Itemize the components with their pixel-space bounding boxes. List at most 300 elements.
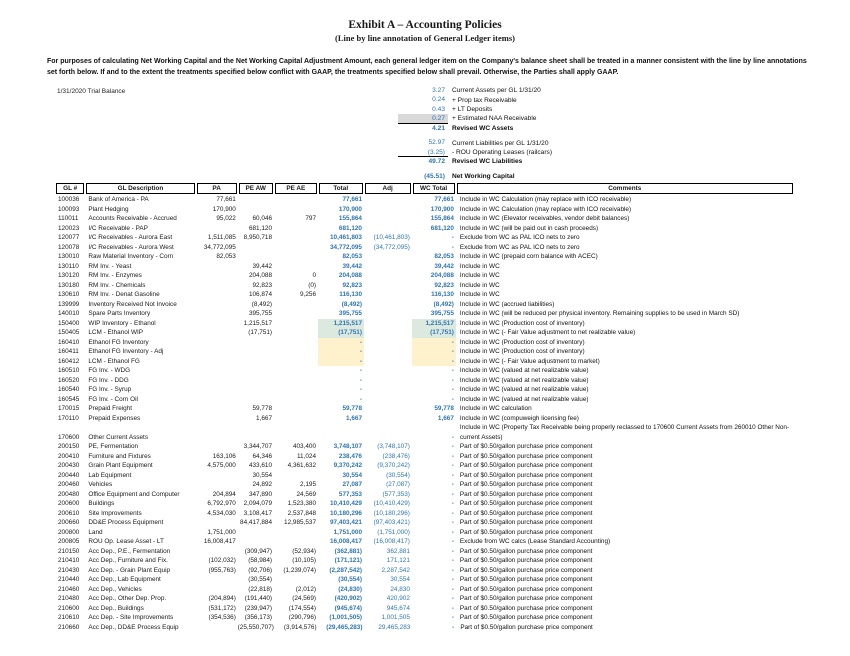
cell-wc: -: [451, 452, 454, 460]
table-row: [56, 338, 795, 348]
cell-pa: 34,772,095: [203, 243, 236, 251]
cell-pa: [196, 433, 238, 443]
table-row: [56, 319, 795, 329]
table-row: [56, 357, 795, 367]
column-header-comment: Comments: [457, 183, 793, 194]
cell-desc: Land: [88, 528, 103, 536]
cell-desc: PE, Fermentation: [88, 443, 139, 450]
cell-wc: -: [451, 386, 454, 393]
cell-adj: 171,121: [386, 557, 410, 564]
cell-desc: Lab Equipment: [88, 471, 132, 479]
column-header-total: Total: [319, 183, 363, 194]
table-row: [56, 461, 795, 471]
cell-adj: (577,353): [382, 490, 410, 498]
cell-peaw: (30,554): [248, 576, 273, 583]
cell-gl: 160411: [58, 348, 79, 355]
cell-comment: Include in WC Calculation (may replace with ICO receivable): [459, 205, 632, 213]
table-row: [56, 594, 795, 604]
cell-pa: [196, 414, 238, 424]
cell-desc: WIP Inventory - Ethanol: [88, 319, 156, 327]
table-row: [56, 547, 795, 557]
cell-total: -: [318, 338, 364, 348]
cell-pa: 4,534,030: [207, 509, 236, 517]
cell-wc: -: [412, 338, 456, 348]
column-header-gl: GL #: [56, 183, 84, 194]
cell-desc: RM Inv. - Chemicals: [88, 281, 146, 289]
cell-gl: 160510: [58, 367, 80, 374]
table-row: [56, 566, 795, 576]
cell-desc: RM Inv. - Enzymes: [88, 272, 142, 279]
cell-wc: 170,900: [430, 205, 454, 213]
cell-adj: [364, 366, 412, 376]
cell-peae: [274, 309, 318, 319]
cell-peaw: (191,440): [244, 595, 273, 602]
cell-total: 30,554: [342, 471, 362, 479]
cell-pa: [196, 262, 238, 272]
cell-total: -: [318, 357, 364, 367]
cell-peae: 9,256: [300, 291, 317, 298]
cell-total: (29,465,283): [326, 623, 363, 631]
cell-total: 116,130: [339, 291, 362, 298]
cell-total: 9,370,242: [333, 462, 362, 469]
cell-gl: 130120: [58, 272, 80, 279]
cell-adj: [364, 224, 412, 234]
column-header-desc: GL Description: [86, 183, 194, 194]
page-title: Exhibit A – Accounting Policies: [348, 19, 502, 31]
table-row: [56, 281, 795, 291]
cell-desc: FG Inv. - Corn Oil: [88, 395, 138, 403]
column-header-pa: PA: [197, 183, 237, 194]
cell-wc: 204,088: [430, 272, 454, 279]
summary-value: 0.24: [432, 96, 445, 104]
cell-gl: 210600: [58, 604, 80, 612]
summary-value: 0.27: [398, 114, 448, 123]
cell-comment: Include in WC: [459, 272, 500, 279]
cell-total: 1,751,000: [333, 528, 362, 536]
table-row: [56, 423, 795, 433]
cell-total: 82,053: [342, 253, 362, 260]
cell-peaw: [238, 366, 274, 376]
cell-peae: [274, 376, 318, 386]
cell-desc: Vehicles: [88, 481, 113, 488]
cell-peaw: (309,947): [244, 547, 273, 555]
cell-pa: 77,661: [216, 196, 236, 203]
cell-adj: [364, 319, 412, 329]
cell-peae: (3,914,576): [283, 623, 317, 631]
cell-peae: (1,239,074): [283, 566, 317, 574]
cell-pa: [196, 281, 238, 291]
cell-comment: Part of $0.50/gallon purchase price component: [459, 614, 593, 621]
table-row: [56, 452, 795, 462]
table-row: [56, 414, 795, 424]
cell-pa: [196, 290, 238, 300]
summary-row: [398, 157, 552, 166]
cell-gl: 110011: [58, 215, 79, 222]
cell-desc: Spare Parts Inventory: [88, 310, 151, 317]
cell-adj: (9,370,242): [377, 462, 410, 469]
cell-wc: 59,778: [434, 405, 454, 412]
cell-peae: (2,012): [295, 585, 317, 593]
cell-wc: 155,864: [430, 215, 454, 222]
cell-peaw: 60,046: [252, 215, 273, 222]
cell-peaw: 30,554: [252, 471, 273, 479]
cell-peae: (10,105): [292, 557, 317, 564]
cell-wc: -: [451, 604, 454, 612]
column-header-peaw: PE AW: [239, 183, 273, 194]
cell-comment: Part of $0.50/gallon purchase price component: [459, 509, 593, 517]
cell-comment: Exclude from WC as PAL ICO nets to zero: [459, 243, 580, 251]
cell-wc: 92,823: [434, 281, 454, 289]
cell-total: -: [359, 395, 362, 403]
cell-total: [318, 423, 364, 433]
cell-peaw: 204,088: [248, 272, 273, 279]
cell-comment: Part of $0.50/gallon purchase price component: [459, 557, 593, 564]
cell-pa: [196, 575, 238, 585]
cell-pa: [196, 309, 238, 319]
cell-wc: -: [451, 566, 454, 574]
cell-wc: -: [451, 481, 454, 488]
table-row: [56, 347, 795, 357]
cell-desc: Acc Dep., Furniture and Fix.: [88, 557, 168, 564]
cell-peaw: [238, 195, 274, 205]
cell-comment: Part of $0.50/gallon purchase price component: [459, 528, 593, 536]
cell-comment: Exclude from WC as PAL ICO nets to zero: [459, 234, 580, 241]
cell-pa: 82,053: [216, 253, 236, 260]
cell-peaw: 64,346: [252, 452, 273, 460]
cell-gl: 210460: [58, 585, 80, 593]
cell-pa: [196, 623, 238, 633]
cell-comment: Part of $0.50/gallon purchase price component: [459, 547, 593, 555]
summary-value: 0.43: [432, 105, 445, 113]
cell-adj: [364, 376, 412, 386]
cell-comment: Part of $0.50/gallon purchase price component: [459, 576, 593, 583]
summary-label: + Prop tax Receivable: [452, 96, 517, 104]
cell-peaw: [238, 395, 274, 405]
table-row: [56, 300, 795, 310]
cell-total: 3,748,107: [333, 443, 362, 450]
cell-pa: [196, 357, 238, 367]
cell-wc: 395,755: [430, 310, 454, 317]
cell-wc: 39,442: [434, 262, 454, 270]
summary-label: Current Assets per GL 1/31/20: [452, 87, 541, 95]
table-row: [56, 623, 795, 633]
cell-peae: (290,796): [288, 614, 317, 621]
cell-total: 10,461,803: [330, 234, 362, 241]
cell-pa: (354,536): [208, 614, 236, 621]
cell-total: 92,823: [342, 281, 362, 289]
cell-pa: [196, 471, 238, 481]
cell-gl: 200805: [58, 538, 80, 545]
table-row: [56, 537, 795, 547]
table-row: [56, 575, 795, 585]
cell-comment: Include in WC (will be reduced per physical inventory. Remaining supplies to be used in March SD): [459, 310, 740, 317]
cell-adj: [364, 262, 412, 272]
cell-peaw: [238, 243, 274, 253]
cell-gl: 100036: [58, 196, 80, 203]
cell-comment: Include in WC calculation: [459, 405, 532, 412]
cell-desc: I/C Receivables - Aurora West: [88, 243, 174, 251]
cell-pa: 204,894: [212, 490, 236, 498]
cell-adj: [364, 252, 412, 262]
cell-peaw: (92,706): [248, 566, 273, 574]
cell-total: 204,088: [338, 272, 362, 279]
cell-pa: [196, 224, 238, 234]
cell-peaw: [238, 376, 274, 386]
cell-pa: [196, 300, 238, 310]
cell-adj: 29,465,283: [378, 623, 411, 631]
summary-row: [398, 172, 552, 181]
cell-gl: 139999: [58, 300, 80, 308]
cell-total: 27,087: [342, 481, 362, 488]
summary-label: Revised WC Assets: [452, 124, 514, 132]
summary-label: - ROU Operating Leases (railcars): [452, 149, 553, 157]
wc-summary-block: [398, 86, 552, 182]
cell-comment: Part of $0.50/gallon purchase price component: [459, 481, 593, 488]
cell-gl: [56, 423, 85, 433]
cell-adj: [364, 214, 412, 224]
cell-total: 577,353: [338, 490, 362, 498]
cell-peae: 2,195: [300, 481, 317, 488]
table-row: [56, 442, 795, 452]
cell-comment: Include in WC (compuweigh licensing fee): [459, 414, 579, 422]
cell-comment: Part of $0.50/gallon purchase price component: [459, 443, 593, 450]
cell-desc: Plant Hedging: [88, 205, 129, 213]
cell-total: (362,881): [334, 547, 362, 555]
cell-total: -: [359, 376, 362, 384]
cell-wc: -: [412, 357, 456, 367]
cell-gl: 150400: [58, 319, 80, 327]
cell-adj: [364, 385, 412, 395]
table-row: [56, 490, 795, 500]
cell-pa: [196, 271, 238, 281]
cell-gl: 130180: [58, 281, 80, 289]
cell-wc: [412, 423, 456, 433]
table-row: [56, 224, 795, 234]
summary-row: [398, 148, 552, 157]
cell-comment: Include in WC: [459, 291, 500, 298]
cell-desc: Office Equipment and Computer: [88, 490, 180, 498]
cell-peaw: (25,550,707): [237, 623, 274, 631]
cell-pa: (955,763): [208, 566, 236, 574]
summary-value: 4.21: [432, 124, 445, 132]
cell-pa: [196, 585, 238, 595]
cell-peae: [274, 300, 318, 310]
cell-peaw: 1,667: [256, 414, 273, 422]
cell-adj: (16,008,417): [373, 538, 410, 545]
cell-total: 34,772,095: [330, 243, 362, 251]
cell-adj: [364, 404, 412, 414]
cell-desc: Acc Dep., Vehicles: [88, 585, 142, 593]
cell-gl: 210610: [58, 614, 80, 621]
cell-peaw: 3,108,417: [243, 509, 273, 517]
cell-wc: -: [451, 443, 454, 450]
table-row: [56, 290, 795, 300]
cell-comment: Part of $0.50/gallon purchase price component: [459, 471, 593, 479]
table-row: [56, 509, 795, 519]
cell-desc: Buildings: [88, 500, 115, 507]
cell-peae: [274, 347, 318, 357]
cell-peae: [274, 205, 318, 215]
cell-desc: Prepaid Freight: [88, 405, 133, 412]
cell-pa: (531,172): [208, 604, 236, 612]
cell-gl: 160540: [58, 386, 80, 393]
cell-pa: 6,792,970: [207, 500, 236, 507]
cell-desc: Other Current Assets: [88, 433, 149, 441]
cell-comment: Include in WC (Production cost of inventory): [459, 348, 585, 355]
cell-desc: LCM - Ethanol FG: [88, 357, 140, 365]
cell-gl: 160520: [58, 376, 80, 384]
cell-gl: 160410: [58, 338, 80, 346]
cell-gl: 200800: [58, 528, 80, 536]
cell-wc: 681,120: [430, 224, 454, 232]
cell-pa: [196, 547, 238, 557]
summary-row: [398, 124, 552, 133]
cell-peaw: [238, 528, 274, 538]
cell-wc: -: [451, 376, 454, 384]
cell-peaw: [238, 537, 274, 547]
table-row: [56, 195, 795, 205]
cell-total: (17,751): [318, 328, 364, 338]
cell-comment: Include in WC: [459, 262, 500, 270]
column-header-peae: PE AE: [275, 183, 317, 194]
cell-comment: Part of $0.50/gallon purchase price component: [459, 604, 593, 612]
cell-gl: 210660: [58, 623, 80, 631]
cell-desc: RM Inv. - Denat Gasoline: [88, 291, 160, 298]
cell-peae: 403,400: [292, 443, 317, 450]
cell-wc: -: [451, 519, 454, 526]
cell-peae: [274, 404, 318, 414]
cell-adj: [364, 414, 412, 424]
cell-wc: 1,215,517: [412, 319, 456, 329]
summary-row: [398, 95, 552, 104]
cell-adj: (97,403,421): [373, 519, 410, 526]
cell-desc: Acc Dep., Buildings: [88, 604, 144, 612]
table-row: [56, 262, 795, 272]
cell-peae: [274, 233, 318, 243]
cell-desc: Acc Dep., Other Dep. Prop.: [88, 595, 167, 602]
cell-desc: Accounts Receivable - Accrued: [88, 215, 177, 222]
cell-desc: Ethanol FG Inventory: [88, 338, 149, 346]
cell-gl: 140010: [58, 310, 80, 317]
cell-peae: [274, 338, 318, 348]
table-row: [56, 214, 795, 224]
cell-gl: 120023: [58, 224, 80, 232]
table-row: [56, 585, 795, 595]
cell-gl: 200150: [58, 443, 80, 450]
cell-peae: [274, 423, 318, 433]
table-row: [56, 404, 795, 414]
cell-wc: 82,053: [434, 253, 454, 260]
cell-total: (8,492): [341, 300, 362, 308]
table-body: [56, 195, 795, 632]
summary-value: 49.72: [428, 158, 445, 166]
cell-peae: 4,361,632: [287, 462, 317, 469]
table-row: [56, 252, 795, 262]
cell-wc: 77,661: [434, 196, 454, 203]
cell-total: (24,830): [338, 585, 362, 593]
cell-total: (945,674): [334, 604, 362, 612]
cell-peaw: [238, 347, 274, 357]
cell-peae: [274, 366, 318, 376]
cell-total: 395,755: [338, 310, 362, 317]
cell-total: 1,667: [346, 414, 362, 422]
cell-gl: 200460: [58, 481, 80, 488]
cell-peaw: 92,823: [252, 281, 273, 289]
cell-gl: 130610: [58, 291, 80, 298]
cell-desc: Raw Material Inventory - Corn: [88, 253, 174, 260]
cell-adj: [364, 347, 412, 357]
cell-comment: Part of $0.50/gallon purchase price component: [459, 519, 593, 526]
cell-pa: [196, 385, 238, 395]
cell-peaw: 106,874: [248, 291, 273, 298]
cell-peaw: 433,610: [248, 462, 273, 469]
cell-peaw: 1,215,517: [243, 319, 273, 327]
cell-pa: [196, 423, 238, 433]
cell-peae: [274, 243, 318, 253]
cell-gl: 120078: [58, 243, 80, 251]
table-row: [56, 385, 795, 395]
cell-gl: 200660: [58, 519, 80, 526]
cell-wc: -: [451, 576, 454, 583]
cell-peaw: [238, 357, 274, 367]
cell-peae: 11,024: [296, 452, 317, 460]
table-row: [56, 376, 795, 386]
cell-adj: (27,087): [386, 481, 410, 488]
cell-comment: Include in WC: [459, 281, 500, 289]
cell-adj: [364, 195, 412, 205]
summary-value: 52.97: [428, 139, 445, 147]
table-header-row: [56, 183, 795, 194]
cell-comment: Part of $0.50/gallon purchase price component: [459, 452, 593, 460]
cell-peaw: 681,120: [248, 224, 273, 232]
summary-row: [398, 114, 552, 123]
cell-pa: (102,032): [208, 557, 236, 564]
cell-desc: Acc Dep., Lab Equipment: [88, 576, 161, 583]
cell-peae: [274, 471, 318, 481]
cell-wc: -: [451, 234, 454, 241]
intro-paragraph: For purposes of calculating Net Working Capital and the Net Working Capital Adjustment Amount, each general ledger item on the Company's balance sheet shall be treated in a manner consistent with the line by line annotations set forth below. If and to the extent the treatments specified below conflict with GAAP, the treatments specified below shall prevail. Otherwise, the Parties shall apply GAAP.: [47, 58, 807, 76]
cell-peae: [274, 252, 318, 262]
cell-peae: (174,554): [288, 604, 317, 612]
cell-wc: -: [451, 547, 454, 555]
cell-pa: [196, 376, 238, 386]
cell-adj: (30,554): [386, 471, 410, 479]
cell-desc: RM Inv. - Yeast: [88, 262, 132, 270]
cell-adj: [364, 328, 412, 338]
cell-comment: Exclude from WC calcs (Lease Standard Accounting): [459, 538, 611, 545]
cell-desc: I/C Receivable - PAP: [88, 224, 148, 232]
summary-row: [398, 138, 552, 147]
cell-adj: (238,476): [382, 452, 410, 460]
cell-pa: [196, 480, 238, 490]
cell-gl: 200410: [58, 452, 80, 460]
cell-pa: [196, 338, 238, 348]
cell-gl: 210430: [58, 566, 80, 574]
cell-wc: (17,751): [412, 328, 456, 338]
cell-adj: (34,772,095): [373, 243, 410, 251]
cell-peaw: (22,818): [248, 585, 273, 593]
cell-wc: -: [451, 528, 454, 536]
table-row: [56, 556, 795, 566]
summary-label: Revised WC Liabilities: [452, 158, 523, 166]
table-row: [56, 433, 795, 443]
cell-total: 10,410,429: [330, 500, 362, 507]
summary-label: Current Liabilities per GL 1/31/20: [452, 139, 549, 147]
cell-adj: [364, 309, 412, 319]
table-row: [56, 480, 795, 490]
cell-adj: 2,287,542: [381, 566, 410, 574]
cell-comment: Part of $0.50/gallon purchase price component: [459, 566, 593, 574]
